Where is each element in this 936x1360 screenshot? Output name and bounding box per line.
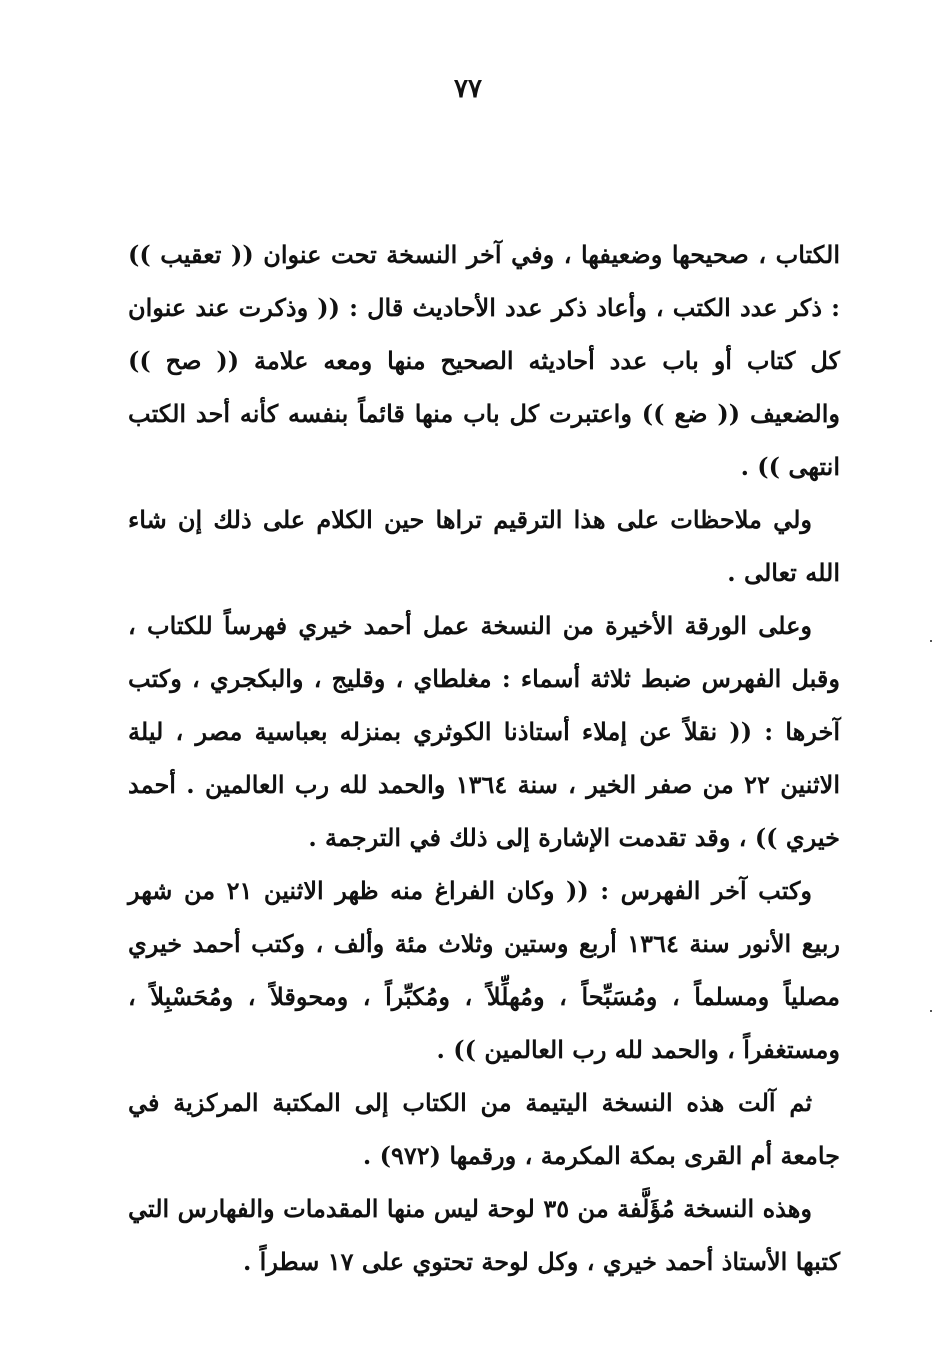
paragraph-notes: ولي ملاحظات على هذا الترقيم تراها حين الكلام على ذلك إن شاء الله تعالى . <box>128 505 840 587</box>
paragraph-colophon: وكتب آخر الفهرس : (( وكان الفراغ منه ظهر الاثنين ٢١ من شهر ربيع الأنور سنة ١٣٦٤ أربع وستين وثلاث مئة وألف ، وكتب أحمد خيري مصلياً ومسلماً ، ومُسَبِّحاً ، ومُهلِّلاً ، ومُكبِّراً ، ومحوقلاً ، ومُحَسْبِلاً ، ومستغفراً ، والحمد لله رب العالمين )) . <box>128 876 841 1064</box>
paragraph-description: وهذه النسخة مُؤَلَّفة من ٣٥ لوحة ليس منها المقدمات والفهارس التي كتبها الأستاذ أحمد خيري ، وكل لوحة تحتوي على ١٧ سطراً . <box>128 1194 840 1276</box>
paragraph-library: ثم آلت هذه النسخة اليتيمة من الكتاب إلى المكتبة المركزية في جامعة أم القرى بمكة المكرمة ، ورقمها (٩٧٢) . <box>128 1088 840 1170</box>
scan-speck <box>930 640 932 642</box>
paragraph-continuation: الكتاب ، صحيحها وضعيفها ، وفي آخر النسخة تحت عنوان (( تعقيب )) : ذكر عدد الكتب ، وأعاد ذكر عدد الأحاديث قال : (( وذكرت عند عنوان كل كتاب أو باب عدد أحاديثه الصحيح منها ومعه علامة (( صح )) والضعيف (( ضع )) واعتبرت كل باب منها قائماً بنفسه كأنه أحد الكتب انتهى )) . <box>128 240 840 481</box>
page-number: ٧٧ <box>454 74 482 104</box>
scan-speck <box>930 1010 932 1012</box>
paragraph-index: وعلى الورقة الأخيرة من النسخة عمل أحمد خيري فهرساً للكتاب ، وقبل الفهرس ضبط ثلاثة أسماء : مغلطاي ، وقليج ، والبكجري ، وكتب آخرها : (( نقلاً عن إملاء أستاذنا الكوثري بمنزله بعباسية مصر ، ليلة الاثنين ٢٢ من صفر الخير ، سنة ١٣٦٤ والحمد لله رب العالمين . أحمد خيري )) ، وقد تقدمت الإشارة إلى ذلك في الترجمة . <box>128 611 840 852</box>
page-body <box>128 228 840 1288</box>
